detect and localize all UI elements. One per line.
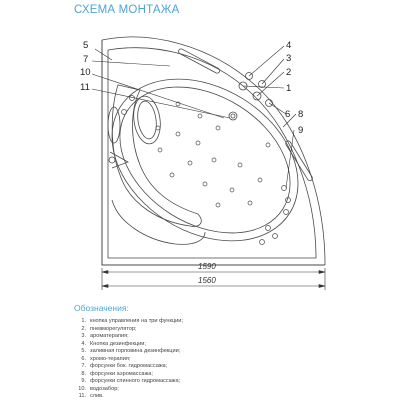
air-jet — [158, 148, 162, 152]
legend-item-number: 1. — [81, 318, 86, 324]
callout-1: 1 — [286, 83, 292, 94]
step-contour — [112, 200, 205, 244]
legend-item-text: кнопка управления на три функции; — [90, 318, 183, 324]
fitting-left — [109, 157, 115, 163]
callout-9: 9 — [298, 125, 304, 136]
legend-item — [72, 371, 183, 379]
air-jet — [156, 126, 160, 130]
legend-item-number: 4. — [81, 340, 86, 347]
legend-item — [72, 356, 183, 364]
back-jet — [284, 210, 289, 215]
legend-item — [72, 378, 183, 386]
air-jet — [258, 178, 262, 182]
side-jet — [273, 234, 278, 239]
handle-top — [178, 48, 221, 74]
legend-item-text: форсунки спинного гидромассажа; — [90, 378, 181, 385]
legend-item-number: 8. — [81, 370, 86, 377]
legend-item-text: водозабор; — [90, 385, 119, 392]
callout-10: 10 — [80, 67, 91, 78]
legend-item — [72, 363, 183, 371]
dimension-inner-label: 1590 — [198, 262, 216, 271]
legend-item-number: 9. — [81, 378, 86, 385]
legend-title: Обозначения: — [74, 303, 129, 313]
air-jet — [230, 188, 234, 192]
legend-item — [72, 348, 183, 356]
air-jet — [216, 126, 220, 130]
callout-5: 5 — [83, 40, 89, 51]
jets-group — [122, 96, 291, 245]
legend-item — [72, 318, 183, 326]
back-jet — [282, 186, 287, 191]
drain — [229, 112, 237, 120]
legend-item-number: 3. — [81, 333, 86, 340]
handle-left — [108, 107, 120, 143]
callout-3: 3 — [286, 53, 292, 64]
air-jet — [266, 143, 270, 147]
callout-6: 6 — [285, 109, 291, 120]
side-jet — [266, 226, 271, 231]
legend-item-text: заливная горловина дезинфекции; — [90, 348, 181, 355]
leader-lines — [92, 46, 296, 188]
side-jet — [260, 240, 265, 245]
legend-item — [72, 326, 183, 334]
legend-item-number: 5. — [81, 348, 86, 355]
diagram-title: СХЕМА МОНТАЖА — [74, 4, 180, 16]
drain-inner — [231, 114, 235, 118]
legend-item-number: 6. — [81, 355, 86, 362]
callout-11: 11 — [80, 82, 90, 93]
air-jet — [212, 158, 216, 162]
air-jet — [248, 201, 252, 205]
legend-item-text: Кнопка дезинфекции; — [90, 340, 146, 347]
air-jet — [216, 203, 220, 207]
tub-inner-rim — [108, 48, 316, 258]
legend-item-text: форсунки аэромассажа; — [90, 370, 153, 377]
callout-4: 4 — [286, 40, 292, 51]
legend-item — [72, 341, 183, 349]
air-jet — [176, 132, 180, 136]
legend-item-number: 10. — [78, 385, 86, 392]
legend-item-text: хромо-терапия; — [90, 355, 131, 362]
legend-list — [72, 318, 183, 401]
air-jet — [198, 114, 202, 118]
fitting-bracket — [110, 152, 128, 168]
side-jet — [122, 110, 127, 115]
legend-item — [72, 333, 183, 341]
air-jet — [203, 182, 207, 186]
legend-item-text: форсунки бок. гидромассажа; — [90, 363, 168, 370]
tub-bowl-outer — [82, 46, 328, 274]
air-jet — [238, 163, 242, 167]
air-jet — [196, 141, 200, 145]
legend-item-text: ароматерапия; — [90, 333, 129, 340]
legend-item-number: 11. — [78, 393, 86, 400]
legend-item-text: пневморегулятор; — [90, 325, 137, 332]
callout-2: 2 — [286, 67, 292, 78]
callout-7: 7 — [83, 54, 89, 65]
legend-item-number: 7. — [81, 363, 86, 370]
dimension-outer-label: 1560 — [198, 276, 216, 285]
headrest-inner — [135, 100, 158, 140]
air-jet — [170, 173, 174, 177]
legend-item — [72, 386, 183, 394]
legend-item-number: 2. — [81, 325, 86, 332]
callout-8: 8 — [298, 109, 304, 120]
legend-item-text: слив. — [90, 393, 104, 400]
air-jet — [188, 161, 192, 165]
